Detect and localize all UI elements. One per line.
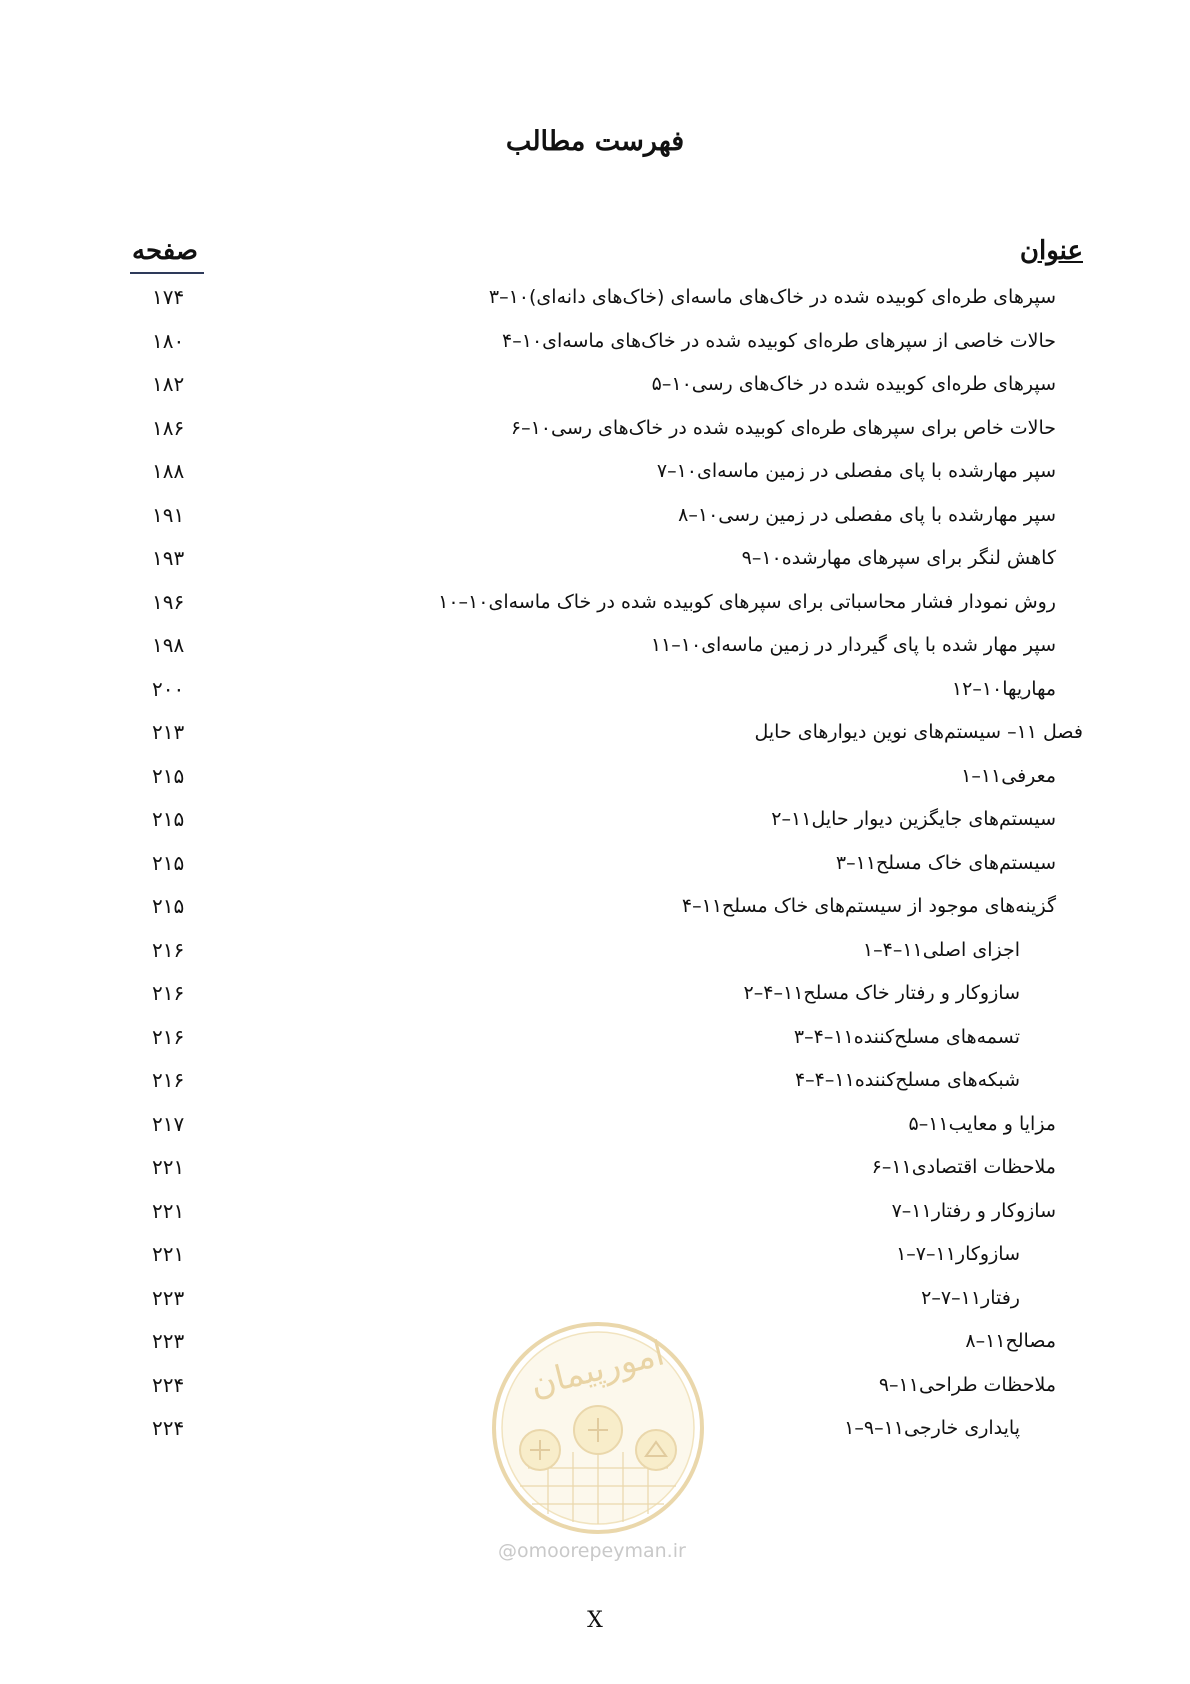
entry-title: سپر مهارشده با پای مفصلی در زمین رسی <box>718 503 1056 526</box>
entry-number: ۱۱–۵ <box>908 1112 949 1135</box>
entry-title: مصالح <box>1005 1330 1056 1352</box>
entry-number: ۱۱–۳ <box>835 851 877 874</box>
column-header-title: عنوان <box>1019 236 1083 266</box>
toc-entry[interactable] <box>0 1109 1190 1155</box>
entry-title: مهاریها <box>1002 677 1056 700</box>
entry-page: ۱۹۶ <box>152 589 185 614</box>
entry-title: پایداری خارجی <box>904 1417 1020 1439</box>
watermark-logo <box>488 1318 708 1608</box>
entry-title: مزایا و معایب <box>948 1112 1056 1135</box>
entry-number: ۱۱–۷–۱ <box>896 1243 956 1265</box>
entry-page: ۲۱۳ <box>152 720 185 744</box>
entry-number: ۱۰–۵ <box>651 373 692 395</box>
entry-number: ۱۱–۴–۳ <box>793 1025 854 1048</box>
entry-title: شبکه‌های مسلح‌کننده <box>854 1069 1020 1091</box>
entry-title: حالات خاصی از سپرهای طره‌ای کوبیده شده در خاک‌های ماسه‌ای <box>542 329 1056 352</box>
entry-title: سپر مهار شده با پای گیردار در زمین ماسه‌ای <box>701 634 1056 656</box>
entry-number: ۱۰–۶ <box>510 416 551 439</box>
toc-entry[interactable] <box>0 543 1190 589</box>
entry-number: ۱۱–۲ <box>771 808 812 830</box>
entry-page: ۱۷۴ <box>152 285 185 309</box>
entry-title: سازوکار و رفتار خاک مسلح <box>803 982 1020 1004</box>
entry-title: کاهش لنگر برای سپرهای مهارشده <box>781 547 1056 569</box>
entry-page: ۲۱۵ <box>152 894 185 918</box>
page-number-footer: X <box>587 1608 603 1633</box>
chapter-title: فصل ۱۱– سیستم‌های نوین دیوارهای حایل <box>754 721 1083 743</box>
entry-number: ۱۱–۴–۴ <box>794 1069 855 1091</box>
entry-number: ۱۱–۹ <box>878 1373 919 1396</box>
entry-title: تسمه‌های مسلح‌کننده <box>853 1025 1020 1048</box>
entry-page: ۱۹۳ <box>152 546 185 570</box>
toc-entry[interactable] <box>0 282 1190 328</box>
entry-title: ملاحظات طراحی <box>918 1373 1056 1396</box>
entry-number: ۱۱–۷ <box>891 1199 932 1222</box>
toc-entry[interactable] <box>0 761 1190 807</box>
entry-number: ۱۰–۸ <box>678 503 719 526</box>
toc-subentry[interactable] <box>0 1239 1190 1285</box>
entry-title: سیستم‌های خاک مسلح <box>876 851 1056 874</box>
toc-entry[interactable] <box>0 326 1190 372</box>
toc-subentry[interactable] <box>0 1065 1190 1111</box>
entry-title: گزینه‌های موجود از سیستم‌های خاک مسلح <box>722 895 1056 917</box>
entry-title: ملاحظات اقتصادی <box>911 1156 1056 1178</box>
watermark-url: @omoorepeyman.ir <box>498 1540 686 1562</box>
toc-entry[interactable] <box>0 500 1190 546</box>
entry-title: حالات خاص برای سپرهای طره‌ای کوبیده شده در خاک‌های رسی <box>550 416 1056 439</box>
entry-page: ۲۱۶ <box>152 1068 185 1092</box>
entry-number: ۱۱–۴ <box>681 895 723 917</box>
entry-number: ۱۰–۱۲ <box>951 677 1003 700</box>
toc-entry[interactable] <box>0 674 1190 720</box>
entry-page: ۲۲۳ <box>152 1329 185 1353</box>
watermark-logo-text: امورپیمان <box>526 1333 669 1406</box>
toc-subentry[interactable] <box>0 978 1190 1024</box>
entry-number: ۱۰–۴ <box>502 329 543 352</box>
entry-number: ۱۱–۱ <box>961 764 1002 787</box>
entry-title: رفتار <box>981 1286 1020 1309</box>
entry-title: سازوکار و رفتار <box>931 1199 1056 1222</box>
entry-page: ۲۲۱ <box>152 1242 185 1266</box>
entry-number: ۱۰–۹ <box>741 547 782 569</box>
entry-page: ۲۲۳ <box>152 1285 185 1310</box>
entry-page: ۲۱۵ <box>152 763 185 788</box>
toc-entry[interactable] <box>0 848 1190 894</box>
entry-page: ۲۱۷ <box>152 1111 185 1136</box>
page-title: فهرست مطالب <box>505 126 685 157</box>
entry-number: ۱۱–۴–۲ <box>743 982 804 1004</box>
toc-entry[interactable] <box>0 413 1190 459</box>
entry-page: ۲۲۴ <box>152 1372 185 1397</box>
entry-number: ۱۱–۷–۲ <box>921 1286 982 1309</box>
entry-page: ۲۱۶ <box>152 1024 185 1049</box>
entry-page: ۲۱۶ <box>152 937 185 962</box>
entry-page: ۲۱۶ <box>152 981 185 1005</box>
toc-entry[interactable] <box>0 1152 1190 1198</box>
entry-title: سپر مهارشده با پای مفصلی در زمین ماسه‌ای <box>697 460 1056 482</box>
entry-title: سیستم‌های جایگزین دیوار حایل <box>811 808 1056 830</box>
entry-number: ۱۱–۹–۱ <box>844 1417 904 1439</box>
entry-number: ۱۰–۱۰ <box>438 590 489 613</box>
toc-entry[interactable] <box>0 369 1190 415</box>
entry-title: روش نمودار فشار محاسباتی برای سپرهای کوبیده شده در خاک ماسه‌ای <box>488 590 1056 613</box>
entry-number: ۱۰–۱۱ <box>650 634 702 656</box>
entry-page: ۱۸۸ <box>152 459 185 483</box>
column-header-page: صفحه <box>132 236 198 266</box>
entry-page: ۱۹۱ <box>152 502 185 527</box>
entry-number: ۱۰–۳ <box>488 286 529 308</box>
entry-number: ۱۰–۷ <box>656 460 697 482</box>
toc-entry[interactable] <box>0 630 1190 676</box>
entry-page: ۲۲۴ <box>152 1416 185 1440</box>
entry-page: ۲۲۱ <box>152 1155 185 1179</box>
entry-number: ۱۱–۴–۱ <box>862 938 923 961</box>
entry-number: ۱۱–۸ <box>965 1330 1006 1352</box>
entry-page: ۲۱۵ <box>152 850 185 875</box>
entry-title: سپرهای طره‌ای کوبیده شده در خاک‌های رسی <box>691 373 1056 395</box>
entry-page: ۲۲۱ <box>152 1198 185 1223</box>
toc-entry[interactable] <box>0 1196 1190 1242</box>
entry-page: ۲۱۵ <box>152 807 185 831</box>
entry-page: ۱۸۰ <box>152 328 185 353</box>
toc-subentry[interactable] <box>0 1022 1190 1068</box>
entry-title: سازوکار <box>955 1243 1020 1265</box>
toc-chapter-entry[interactable] <box>0 717 1190 763</box>
toc-entry[interactable] <box>0 587 1190 633</box>
entry-page: ۱۹۸ <box>152 633 185 657</box>
entry-title: سپرهای طره‌ای کوبیده شده در خاک‌های ماسه‌ای (خاک‌های دانه‌ای) <box>529 286 1056 308</box>
entry-page: ۱۸۶ <box>152 415 185 440</box>
toc-entry[interactable] <box>0 456 1190 502</box>
entry-title: اجزای اصلی <box>922 938 1020 961</box>
toc-entry[interactable] <box>0 891 1190 937</box>
entry-title: معرفی <box>1001 764 1056 787</box>
entry-page: ۲۰۰ <box>152 676 185 701</box>
entry-page: ۱۸۲ <box>152 372 185 396</box>
entry-number: ۱۱–۶ <box>871 1156 912 1178</box>
toc-subentry[interactable] <box>0 935 1190 981</box>
toc-entry[interactable] <box>0 804 1190 850</box>
